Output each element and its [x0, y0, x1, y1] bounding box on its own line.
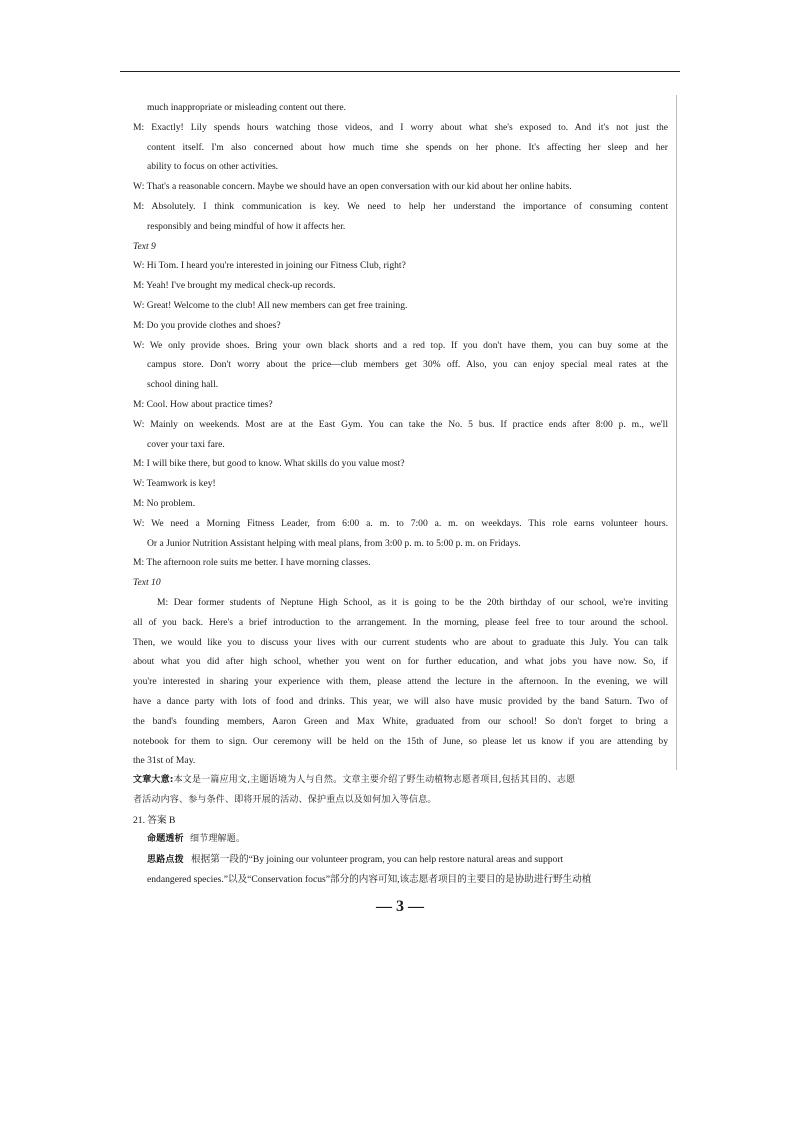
text-line: W: That's a reasonable concern. Maybe we should have an open conversation with our kid about her online habits. — [133, 181, 572, 193]
page-body — [133, 98, 668, 890]
text-line: school dining hall. — [147, 379, 219, 391]
text-line: M: Absolutely. I think communication is key. We need to help her understand the importance of consuming content — [133, 200, 668, 212]
margin-rule — [676, 95, 677, 770]
text-line: the 31st of May. — [133, 755, 196, 767]
text-line: M: Do you provide clothes and shoes? — [133, 319, 281, 331]
summary-text: 本文是一篇应用文,主题语境为人与自然。文章主要介绍了野生动植物志愿者项目,包括其目的、志愿 — [173, 775, 576, 786]
text-line: Or a Junior Nutrition Assistant helping with meal plans, from 3:00 p. m. to 5:00 p. m. on Fridays. — [147, 537, 521, 549]
text-line: notebook for them to sign. Our ceremony will be held on the 15th of June, so please let us know if you are attending by — [133, 735, 668, 747]
text-line: W: Great! Welcome to the club! All new members can get free training. — [133, 299, 408, 311]
header-rule — [120, 71, 680, 72]
text-line: much inappropriate or misleading content out there. — [147, 102, 347, 113]
text-line: responsibly and being mindful of how it affects her. — [147, 220, 346, 232]
text-line: W: Teamwork is key! — [133, 478, 216, 490]
analysis-label: 命题透析 — [147, 834, 184, 845]
text-line: campus store. Don't worry about the price—club members get 30% off. Also, you can enjoy special meal rates at the — [147, 359, 668, 371]
tip-label: 思路点拨 — [147, 855, 184, 866]
text-line: cover your taxi fare. — [147, 438, 225, 450]
text-line: M: Dear former students of Neptune High School, as it is going to be the 20th birthday of our school, we're inviting — [157, 596, 668, 608]
text-line: Then, we would like you to discuss your lives with our current students who are about to graduate this July. You can talk — [133, 636, 668, 648]
analysis-line — [133, 830, 668, 850]
tip-line — [133, 850, 668, 870]
text-line: content itself. I'm also concerned about how much time she spends on her phone. It's affecting her sleep and her — [147, 141, 668, 153]
text-line: M: Yeah! I've brought my medical check-up records. — [133, 280, 336, 292]
text-line: M: No problem. — [133, 497, 196, 509]
text-line: W: Mainly on weekends. Most are at the East Gym. You can take the No. 5 bus. If practice ends after 8:00 p. m., we'll — [133, 418, 668, 430]
text-line: M: I will bike there, but good to know. What skills do you value most? — [133, 458, 405, 470]
text-line: W: We need a Morning Fitness Leader, from 6:00 a. m. to 7:00 a. m. on weekdays. This role earns volunteer hours. — [133, 517, 668, 529]
summary-line — [133, 771, 668, 791]
text-line: M: Exactly! Lily spends hours watching those videos, and I worry about what she's exposed to. And it's not just the — [133, 121, 668, 133]
text-line: all of you back. Here's a brief introduction to the arrangement. In the morning, please feel free to tour around the school. — [133, 616, 668, 628]
summary-line: 者活动内容、参与条件、即将开展的活动、保护重点以及如何加入等信息。 — [133, 794, 437, 805]
text-line: ability to focus on other activities. — [147, 161, 279, 173]
page-number: — 3 — — [376, 898, 424, 915]
text-line: W: We only provide shoes. Bring your own black shorts and a red top. If you don't have them, you can buy some at the — [133, 339, 668, 351]
answer-line: 21. 答案 B — [133, 814, 176, 826]
text-line: have a dance party with lots of food and drinks. This year, we will also have music provided by the band Saturn. Two of — [133, 695, 668, 707]
text-line: M: Cool. How about practice times? — [133, 398, 273, 410]
analysis-text: 细节理解题。 — [189, 834, 246, 845]
section-heading: Text 10 — [133, 577, 161, 589]
section-heading: Text 9 — [133, 240, 156, 252]
summary-label: 文章大意: — [133, 775, 174, 786]
text-line: you're interested in sharing your experience with them, please attend the lecture in the afternoon. In the evening, we will — [133, 676, 668, 688]
text-line: about what you did after high school, whether you went on for further education, and what jobs you have now. So, if — [133, 656, 668, 668]
tip-text: 根据第一段的“By joining our volunteer program, you can help restore natural areas and support — [191, 854, 564, 866]
text-line: the band's founding members, Aaron Green and Max White, graduated from our school! So don't forget to bring a — [133, 715, 668, 727]
text-line: W: Hi Tom. I heard you're interested in joining our Fitness Club, right? — [133, 260, 406, 272]
tip-line: endangered species.”以及“Conservation focus”部分的内容可知,该志愿者项目的主要目的是协助进行野生动植 — [147, 874, 592, 886]
text-line: M: The afternoon role suits me better. I have morning classes. — [133, 557, 371, 569]
